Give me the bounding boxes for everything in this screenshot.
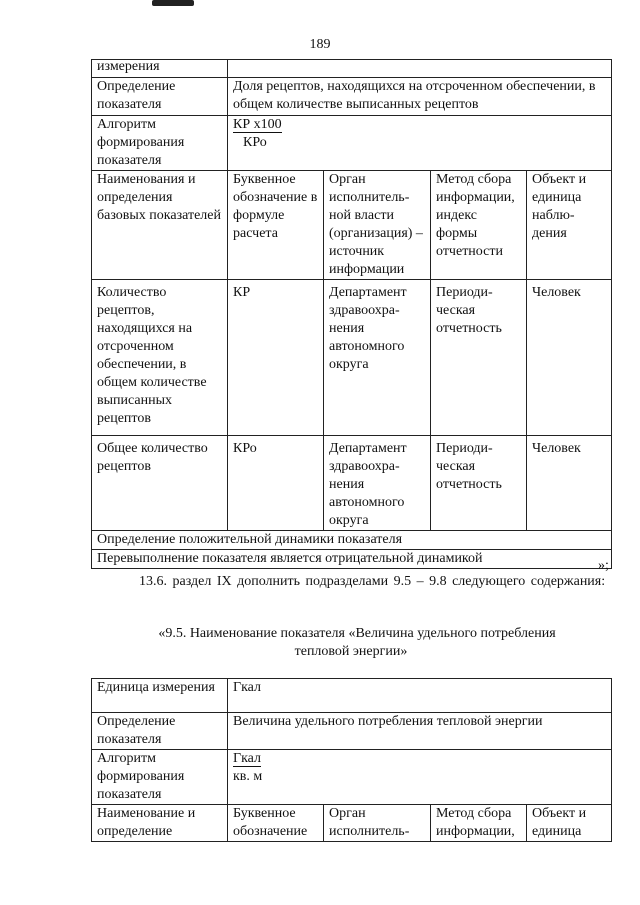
base-indicator-unit: Человек bbox=[527, 280, 612, 436]
table-header-row bbox=[92, 171, 612, 280]
algorithm-label: Алгоритм формирования показателя bbox=[92, 116, 228, 171]
formula-denominator: КРо bbox=[243, 135, 267, 150]
closing-quote: »; bbox=[598, 558, 609, 573]
measure-label-tail: измерения bbox=[92, 60, 228, 78]
indicator-table-continued bbox=[91, 59, 612, 569]
base-indicator-name: Количество рецептов, находящихся на отсроченном обеспечении, в общем количестве выписанных рецептов bbox=[92, 280, 228, 436]
formula-numerator: КР х100 bbox=[233, 117, 282, 132]
table-row bbox=[92, 116, 612, 171]
header-collection-method: Метод сбора информации, bbox=[431, 805, 527, 842]
section-heading-line-1: «9.5. Наименование показателя «Величина удельного потребления bbox=[158, 626, 556, 641]
table-row bbox=[92, 713, 612, 750]
definition-label: Определение показателя bbox=[92, 713, 228, 750]
table-row bbox=[92, 436, 612, 531]
unit-label: Единица измерения bbox=[92, 679, 228, 713]
base-indicator-method: Периоди-ческая отчетность bbox=[431, 280, 527, 436]
unit-value: Гкал bbox=[228, 679, 612, 713]
header-collection-method: Метод сбора информации, индекс формы отчетности bbox=[431, 171, 527, 280]
base-indicator-unit: Человек bbox=[527, 436, 612, 531]
base-indicator-symbol: КР bbox=[228, 280, 324, 436]
formula-numerator: Гкал bbox=[233, 751, 262, 766]
algorithm-formula bbox=[228, 750, 612, 805]
table-row bbox=[92, 550, 612, 569]
table-row bbox=[92, 280, 612, 436]
table-row bbox=[92, 60, 612, 78]
table-row bbox=[92, 78, 612, 116]
formula-denominator: кв. м bbox=[233, 769, 263, 784]
header-base-indicators: Наименование и определение bbox=[92, 805, 228, 842]
header-observation-unit: Объект и единица наблю-дения bbox=[527, 171, 612, 280]
base-indicator-name: Общее количество рецептов bbox=[92, 436, 228, 531]
base-indicator-source: Департамент здравоохра-нения автономного округа bbox=[324, 280, 431, 436]
indicator-table-9-5 bbox=[91, 678, 612, 842]
definition-label: Определение показателя bbox=[92, 78, 228, 116]
positive-dynamics-row: Определение положительной динамики показателя bbox=[92, 531, 612, 550]
header-source-authority: Орган исполнитель- bbox=[324, 805, 431, 842]
base-indicator-symbol: КРо bbox=[228, 436, 324, 531]
header-letter-symbol: Буквенное обозначение в формуле расчета bbox=[228, 171, 324, 280]
algorithm-label: Алгоритм формирования показателя bbox=[92, 750, 228, 805]
header-base-indicators: Наименования и определения базовых показателей bbox=[92, 171, 228, 280]
section-heading-line-2: тепловой энергии» bbox=[294, 644, 408, 659]
base-indicator-method: Периоди-ческая отчетность bbox=[431, 436, 527, 531]
overfulfillment-row: Перевыполнение показателя является отрицательной динамикой bbox=[92, 550, 612, 569]
measure-value bbox=[228, 60, 612, 78]
amendment-paragraph: 13.6. раздел IX дополнить подразделами 9.5 – 9.8 следующего содержания: bbox=[139, 574, 606, 589]
header-observation-unit: Объект и единица bbox=[527, 805, 612, 842]
table-row bbox=[92, 750, 612, 805]
definition-value: Величина удельного потребления тепловой энергии bbox=[228, 713, 612, 750]
base-indicator-source: Департамент здравоохра-нения автономного округа bbox=[324, 436, 431, 531]
scan-blot bbox=[152, 0, 194, 6]
definition-value: Доля рецептов, находящихся на отсроченном обеспечении, в общем количестве выписанных рецептов bbox=[228, 78, 612, 116]
algorithm-formula bbox=[228, 116, 612, 171]
header-letter-symbol: Буквенное обозначение bbox=[228, 805, 324, 842]
table-row bbox=[92, 679, 612, 713]
header-source-authority: Орган исполнитель-ной власти (организация) – источник информации bbox=[324, 171, 431, 280]
page-number: 189 bbox=[309, 37, 331, 52]
table-row bbox=[92, 531, 612, 550]
table-header-row bbox=[92, 805, 612, 842]
